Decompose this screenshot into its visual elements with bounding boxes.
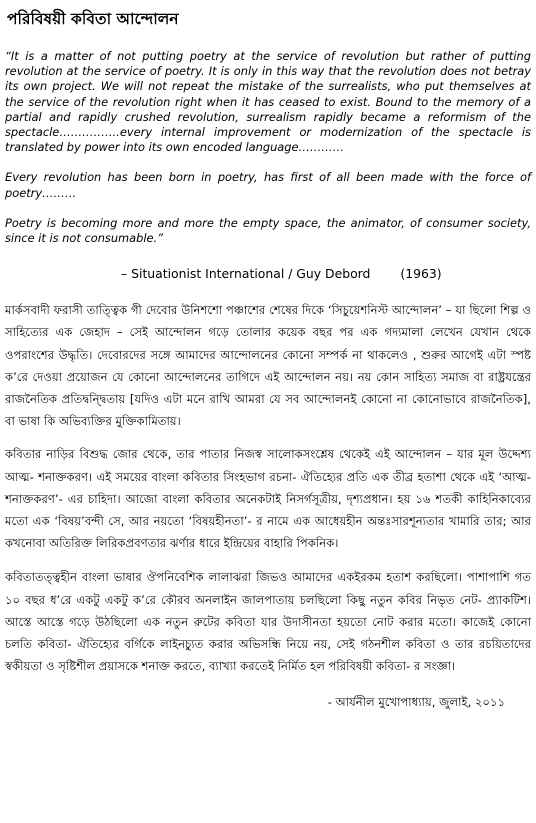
quote-paragraph: Poetry is becoming more and more the empty space, the animator, of consumer society, since it is not consumable.” — [5, 215, 531, 246]
quote-paragraph: Every revolution has been born in poetry, has first of all been made with the force of poetry……… — [5, 170, 531, 200]
body-paragraph: মার্কসবাদী ফরাসী তাত্ত্বিক গী দেবোর উনিশশো পঞ্চাশের শেষের দিকে ‘সিচুয়েশনিস্ট আন্দোলন’ – যা ছিলো শিল্প ও সাহিত্যের এক জেহাদ – সেই আন্দোলন গড়ে তোলার কয়েক বছর পর এক গদ্যমালা লেখেন যেখান থেকে ওপরাংশের উদ্ধৃতি। দেবোরদের সঙ্গে আমাদের আন্দোলনের কোনো সম্পর্ক না থাকলেও , শুরুর আগেই এটা স্পষ্ট ক’রে দেওয়া প্রয়োজন যে কোনো আন্দোলনের তাগিদে এই আন্দোলন নয়। নয় কোন সাহিত্য সমাজ বা রাষ্ট্রযন্ত্রের রাজনৈতিক প্রতিদ্বন্দ্বিতায় [যদিও এটা মনে রাখি আমরা যে সব আন্দোলনই কোনো না কোনোভাবে রাজনৈতিক], বা ভাষা কি অভিব্যক্তির মুক্তিকামিতায়। — [5, 303, 531, 429]
attribution-source: – Situationist International / Guy Debord — [121, 266, 371, 282]
attribution-year: (1963) — [400, 266, 442, 282]
author-signature: - আর্যনীল মুখোপাধ্যায়, জুলাই, ২০১১ — [327, 695, 505, 710]
body-paragraph: কবিতার নাড়ির বিশুদ্ধ জোর থেকে, তার পাতার নিজস্ব সালোকসংশ্লেষ থেকেই এই আন্দোলন – যার মূল উদ্দেশ্য আত্ম- শনাক্তকরণ। এই সময়ের বাংলা কবিতার সিংহভাগ রচনা- ঐতিহ্যের প্রতি এক তীব্র হতাশা থেকে এই ‘আত্ম- শনাক্তকরণ’- এর চাহিদা। আজো বাংলা কবিতার অনেকটাই নিসর্গসূত্রীয়, দৃশ্যপ্রধান। হয় ১৬ শতকী কাহিনিকাব্যের মতো এক ‘বিষয়’বন্দী সে, আর নয়তো ‘বিষয়হীনতা’- র নামে এক আধেয়হীন অন্তঃসারশূন্যতার খামারি তার; আর কখনোবা অতিরিক্ত লিরিকপ্রবণতার ঝর্ণার ধারে ইন্দ্রিয়ের বাহারি পিকনিক। — [5, 447, 531, 551]
page-title: পরিবিষয়ী কবিতা আন্দোলন — [7, 10, 179, 28]
quote-paragraph: “It is a matter of not putting poetry at the service of revolution but rather of putting revolution at the service of poetry. It is only in this way that the revolution does not betray its own project. We will not repeat the mistake of the surrealists, who put themselves at the service of the revolution right when it has ceased to exist. Bound to the memory of a partial and rapidly crushed revolution, surrealism rapidly became a reformism of the spectacle…………….every internal improvement or modernization of the spectacle is translated by power into its own encoded language………… — [5, 49, 531, 155]
quote-attribution — [5, 266, 531, 282]
epigraph-quote — [5, 49, 531, 246]
body-paragraph: কবিতাতত্ত্বহীন বাংলা ভাষার ঔপনিবেশিক লালাঝরা জিভও আমাদের একইরকম হতাশ করছিলো। পাশাপাশি গত ১০ বছর ধ’রে একটু একটু ক’রে কৌরব অনলাইন জালপাতায় চলছিলো কিছু নতুন কবির নিভৃত নেট- প্র্যাকটিশ। আস্তে আস্তে গড়ে উঠছিলো এক নতুন রুটের কবিতা যার উদাসীনতা হয়তো নোট করার মতো। কাজেই কোনো চলতি কবিতা- ঐতিহ্যের বর্গিকে লাইনচ্যুত করার অভিসন্ধি নিয়ে নয়, সেই গঠনশীল কবিতা ও তার রচয়িতাদের স্বকীয়তা ও সৃষ্টিশীল প্রয়াসকে শনাক্ত করতে, ব্যাখ্যা করতেই নির্মিত হল পরিবিষয়ী কবিতা- র সংজ্ঞা। — [5, 570, 531, 674]
